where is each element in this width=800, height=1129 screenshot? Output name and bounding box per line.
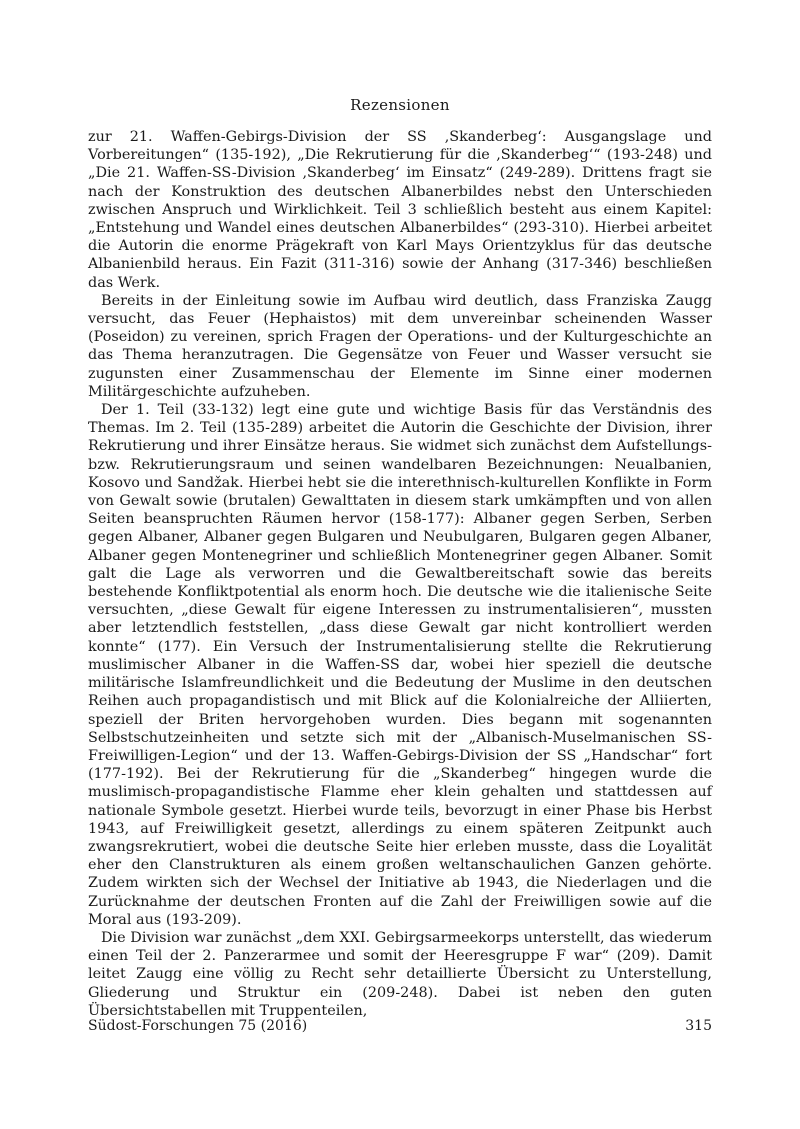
page-footer bbox=[88, 1018, 712, 1034]
paragraph-1: zur 21. Waffen-Gebirgs-Division der SS ‚Skanderbeg‘: Ausgangslage und Vorbereitungen“ (135-192), „Die Rekrutierung für die ‚Skanderbeg‘“ (193-248) und „Die 21. Waffen-SS-Division ‚Skanderbeg‘ im Einsatz“ (249-289). Drittens fragt sie nach der Konstruktion des deutschen Albanerbildes nebst den Unterschieden zwischen Anspruch und Wirklichkeit. Teil 3 schließlich besteht aus einem Kapitel: „Entstehung und Wandel eines deutschen Albanerbildes“ (293-310). Hierbei arbeitet die Autorin die enorme Prägekraft von Karl Mays Orientzyklus für das deutsche Albanienbild heraus. Ein Fazit (311-316) sowie der Anhang (317-346) beschließen das Werk. bbox=[88, 129, 712, 291]
page-number: 315 bbox=[685, 1018, 712, 1034]
paragraph-2: Bereits in der Einleitung sowie im Aufbau wird deutlich, dass Franziska Zaugg versucht, das Feuer (Hephaistos) mit dem unvereinbar scheinenden Wasser (Poseidon) zu vereinen, sprich Fragen der Operations- und der Kulturgeschichte an das Thema heranzutragen. Die Gegensätze von Feuer und Wasser versucht sie zugunsten einer Zusammenschau der Elemente im Sinne einer modernen Militärgeschichte aufzuheben. bbox=[88, 292, 712, 400]
body-text bbox=[88, 128, 712, 1020]
paragraph-3: Der 1. Teil (33-132) legt eine gute und wichtige Basis für das Verständnis des Themas. Im 2. Teil (135-289) arbeitet die Autorin die Geschichte der Division, ihrer Rekrutierung und ihrer Einsätze heraus. Sie widmet sich zunächst dem Aufstellungs- bzw. Rekrutierungsraum und seinen wandelbaren Bezeichnungen: Neualbanien, Kosovo und Sandžak. Hierbei hebt sie die interethnisch-kulturellen Konflikte in Form von Gewalt sowie (brutalen) Gewalttaten in diesem stark umkämpften und von allen Seiten beanspruchten Räumen hervor (158-177): Albaner gegen Serben, Serben gegen Albaner, Albaner gegen Bulgaren und Neubulgaren, Bulgaren gegen Albaner, Albaner gegen Montenegriner und schließlich Montenegriner gegen Albaner. Somit galt die Lage als verworren und die Gewaltbereitschaft sowie das bereits bestehende Konfliktpotential als enorm hoch. Die deutsche wie die italienische Seite versuchten, „diese Gewalt für eigene Interessen zu instrumentalisieren“, mussten aber letztendlich feststellen, „dass diese Gewalt gar nicht kontrolliert werden konnte“ (177). Ein Versuch der Instrumentalisierung stellte die Rekrutierung muslimischer Albaner in die Waffen-SS dar, wobei hier speziell die deutsche militärische Islamfreundlichkeit und die Bedeutung der Muslime in den deutschen Reihen auch propagandistisch und mit Blick auf die Kolonialreiche der Alliierten, speziell der Briten hervorgehoben wurden. Dies begann mit sogenannten Selbstschutzeinheiten und setzte sich mit der „Albanisch-Muselmanischen SS-Freiwilligen-Legion“ und der 13. Waffen-Gebirgs-Division der SS „Handschar“ fort (177-192). Bei der Rekrutierung für die „Skanderbeg“ hingegen wurde die muslimisch-propagandistische Flamme eher klein gehalten und stattdessen auf nationale Symbole gesetzt. Hierbei wurde teils, bevorzugt in einer Phase bis Herbst 1943, auf Freiwilligkeit gesetzt, allerdings zu einem späteren Zeitpunkt auch zwangsrekrutiert, wobei die deutsche Seite hier erleben musste, dass die Loyalität eher den Clanstrukturen als einem großen weltanschaulichen Ganzen gehörte. Zudem wirkten sich der Wechsel der Initiative ab 1943, die Niederlagen und die Zurücknahme der deutschen Fronten auf die Zahl der Freiwilligen sowie auf die Moral aus (193-209). bbox=[88, 402, 712, 928]
running-title: Rezensionen bbox=[350, 96, 450, 114]
journal-citation: Südost-Forschungen 75 (2016) bbox=[88, 1018, 308, 1034]
paragraph-4: Die Division war zunächst „dem XXI. Gebirgsarmeekorps unterstellt, das wiederum einen Teil der 2. Panzerarmee und somit der Heeresgruppe F war“ (209). Damit leitet Zaugg eine völlig zu Recht sehr detaillierte Übersicht zu Unterstellung, Gliederung und Struktur ein (209-248). Dabei ist neben den guten Übersichtstabellen mit Truppenteilen, bbox=[88, 929, 712, 1019]
